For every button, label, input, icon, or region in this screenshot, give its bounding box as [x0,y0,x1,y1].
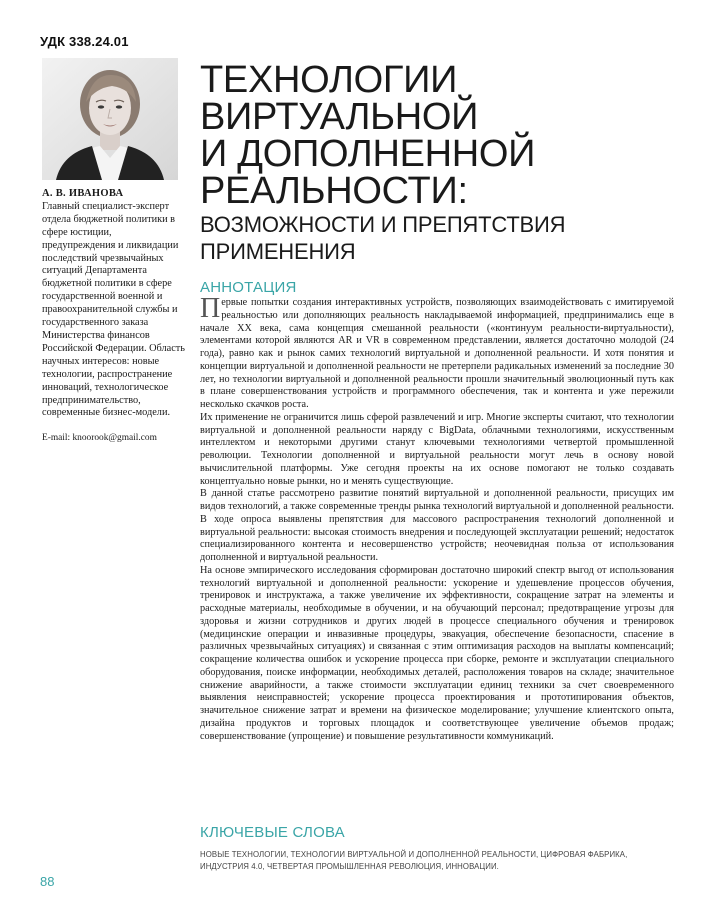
title-line-4: РЕАЛЬНОСТИ: [200,170,468,212]
abstract-heading: АННОТАЦИЯ [200,279,297,296]
abstract-paragraph-2: Их применение не ограничится лишь сферой развлечений и игр. Многие эксперты считают, что технологии виртуальной и дополненной реальности наряду с BigData, облачными технологиями, искусственным интеллектом и некоторыми другими станут ключевыми технологиями четвертой промышленной революции. Технологии дополненной и виртуальной реальности могут лечь в основу новой вычислительной платформы. Уже сегодня проекты на их основе помогают не только создавать концептуально новые рынки, но и менять существующие. [200,411,674,487]
author-photo [42,58,178,180]
abstract-paragraph-1-text: ервые попытки создания интерактивных устройств, позволяющих взаимодействовать с имитируемой реальностью или дополняющих реальность накладываемой информацией, предпринимались еще в начале XX века, сама концепция смешанной реальности («континуум реальности-виртуальности), элементами которой являются AR и VR в современном представлении, является достаточно молодой (24 года), равно как и рынок самих технологий виртуальной и дополненной реальности. И хотя понятия и концепции виртуальной и дополненной реальности не претерпели радикальных изменений за последние 30 лет, но технологии виртуальной и дополненной реальности прошли значительный эволюционный путь как в плане совершенствования устройств и программного обеспечения, так и контента и уже пережили несколько скачков роста. [200,297,674,410]
udk-code: УДК 338.24.01 [40,34,129,49]
title-line-1: ТЕХНОЛОГИИ [200,59,458,101]
page-number: 88 [40,874,55,889]
author-email[interactable]: E-mail: knoorook@gmail.com [42,433,157,444]
title-line-2: ВИРТУАЛЬНОЙ [200,96,479,138]
article-title [200,59,680,264]
keywords-text: НОВЫЕ ТЕХНОЛОГИИ, ТЕХНОЛОГИИ ВИРТУАЛЬНОЙ И ДОПОЛНЕННОЙ РЕАЛЬНОСТИ, ЦИФРОВАЯ ФАБРИКА, ИНДУСТРИЯ 4.0, ЧЕТВЕРТАЯ ПРОМЫШЛЕННАЯ РЕВОЛЮЦИЯ, ИННОВАЦИИ. [200,850,628,871]
abstract-paragraph-1 [200,293,674,412]
author-bio: Главный специалист-эксперт отдела бюджетной политики в сфере юстиции, предупреждения и ликвидации последствий чрезвычайных ситуаций Департамента бюджетной политики в сфере государственной военной и правоохранительной службы и государственного заказа Министерства финансов Российской Федерации. Область научных интересов: новые технологии, распространение инноваций, технологическое предпринимательство, современные бизнес-модели. [42,200,185,419]
abstract-paragraph-4: На основе эмпирического исследования сформирован достаточно широкий спектр выгод от использования технологий виртуальной и дополненной реальности: ускорение и удешевление процессов обучения, тренировок и инструктажа, а также увеличение их эффективности, сокращение затрат на элементы и расходные материалы, необходимые в обучении, и на обучающий персонал; предотвращение угрозы для здоровья и жизни сотрудников и других людей в процессе специального обучения и тренировок (медицинские операции и инвазивные процедуры, эвакуация, обеспечение безопасности, спасение в различных чрезвычайных ситуациях) и связанная с этим оптимизация расходов на выплаты компенсаций; сокращение количества ошибок и ускорение процесса при сборке, ремонте и эксплуатации специального оборудования, поиске информации, необходимых деталей, расположения товаров на складе; значительное снижение аварийности, а также стоимости эксплуатации единиц техники за счет своевременного выявления неисправностей; ускорение процесса проектирования и прототипирования объектов, значительное снижение затрат и времени на физическое моделирование; улучшение клиентского опыта, дизайна продуктов и торговых площадок и соответствующее увеличение объемов продаж; совершенствование (упрощение) и повышение результативности коммуникаций. [200,564,674,742]
title-line-3: И ДОПОЛНЕННОЙ [200,133,536,175]
author-name: А. В. ИВАНОВА [42,188,124,199]
author-block [42,188,187,445]
drop-cap: П [200,293,221,324]
subtitle-line-2: ПРИМЕНЕНИЯ [200,239,356,264]
keywords-heading: КЛЮЧЕВЫЕ СЛОВА [200,824,345,841]
abstract-paragraph-3: В данной статье рассмотрено развитие понятий виртуальной и дополненной реальности, присущих им видов технологий, а также современные тренды рынка технологий виртуальной и дополненной реальности. В ходе опроса выявлены препятствия для массового распространения технологий дополненной и виртуальной реальности: высокая стоимость внедрения и последующей эксплуатации решений; недостаток специализированного контента и несовершенство устройств; неочевидная польза от использования дополненной и виртуальной реальности. [200,488,674,563]
abstract-body [200,293,674,743]
subtitle-line-1: ВОЗМОЖНОСТИ И ПРЕПЯТСТВИЯ [200,212,566,237]
